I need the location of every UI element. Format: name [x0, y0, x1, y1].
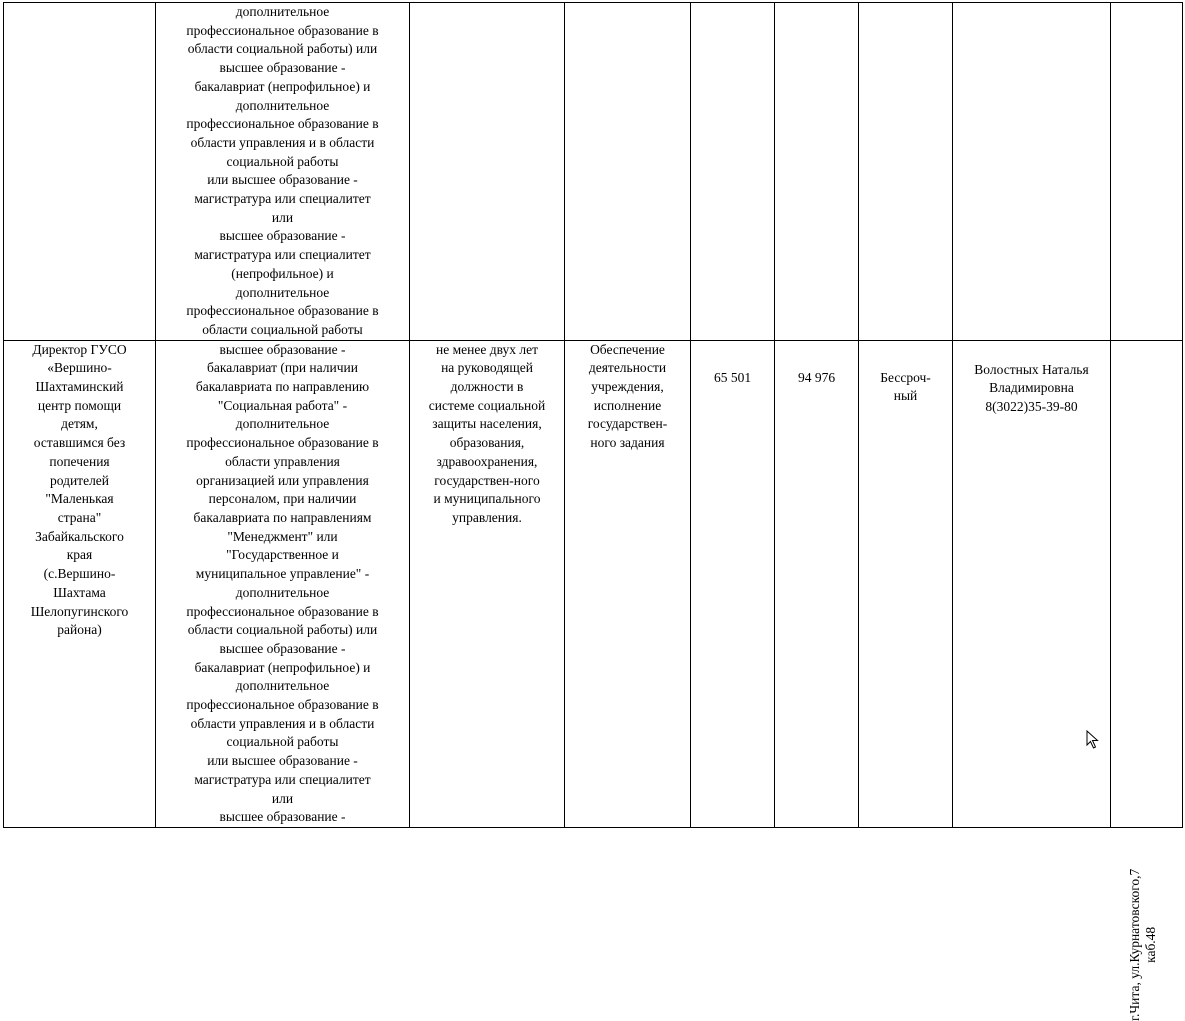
salary-min-cell [691, 3, 775, 341]
text-line: бакалавриата по направлению [195, 379, 370, 395]
text-line: области социальной работы [202, 321, 363, 337]
text-line: профессиональное образование в [186, 116, 379, 132]
text-line: дополнительное [235, 678, 330, 694]
text-line: центр помощи [37, 397, 122, 413]
text-line: высшее образование - [219, 60, 346, 76]
text-line: Владимировна [989, 380, 1074, 396]
text-line: дополнительное [235, 4, 330, 19]
text-line: попечения [49, 453, 110, 469]
text-line: каб.48 [1142, 926, 1158, 963]
text-line: исполнение [593, 397, 662, 413]
text-line: профессиональное образование в [186, 435, 379, 451]
text-line: профессиональное образование в [186, 603, 379, 619]
address-cell [1111, 340, 1183, 1021]
address-text [1127, 868, 1159, 1020]
text-line: дополнительное [235, 284, 330, 300]
text-line: профессиональное образование в [186, 22, 379, 38]
mouse-cursor-icon [1086, 730, 1100, 750]
text-line: (с.Вершино- [43, 566, 116, 582]
experience-cell [410, 3, 565, 341]
text-line: бакалавриат (непрофильное) и [194, 78, 371, 94]
text-line: социальной работы [226, 153, 339, 169]
text-line: магистратура или специалитет [194, 771, 371, 787]
text-line: края [66, 547, 93, 563]
text-line: высшее образование - [219, 809, 346, 825]
text-line: "Государственное и [226, 547, 339, 563]
text-line: Директор ГУСО [32, 341, 127, 357]
text-line: высшее образование - [219, 228, 346, 244]
text-line: образования, [449, 435, 525, 451]
text-line: на руководящей [441, 360, 533, 376]
text-line: должности в [450, 379, 524, 395]
text-line: высшее образование - [219, 341, 346, 357]
text-line: высшее образование - [219, 640, 346, 656]
text-line: области социальной работы) или [187, 41, 378, 57]
text-line: не менее двух лет [436, 341, 538, 357]
text-line: управления. [452, 509, 522, 525]
text-line: оставшимся без [33, 435, 126, 451]
text-line: защиты населения, [432, 416, 542, 432]
text-line: Шелопугинского [30, 603, 129, 619]
text-line: родителей [49, 472, 110, 488]
text-line: «Вершино- [47, 360, 112, 376]
position-cell [4, 3, 156, 341]
text-line: муниципальное управление" - [195, 566, 370, 582]
text-line: профессиональное образование в [186, 697, 379, 713]
position-text [6, 341, 153, 640]
text-line: области управления и в области [190, 715, 375, 731]
text-line: Шахтаминский [35, 379, 124, 395]
text-line: государствен-ного [434, 472, 540, 488]
contact-cell [953, 340, 1111, 827]
text-line: ного задания [590, 435, 665, 451]
text-line: бакалавриат (непрофильное) и [194, 659, 371, 675]
text-line: профессиональное образование в [186, 303, 379, 319]
duties-cell [565, 3, 691, 341]
text-line: области управления [225, 453, 340, 469]
text-line: страна" [57, 509, 102, 525]
text-line: бакалавриата по направлениям [193, 509, 372, 525]
term-cell [859, 340, 953, 827]
salary-max-value: 94 976 [797, 369, 836, 385]
text-line: области управления и в области [190, 134, 375, 150]
text-line: магистратура или специалитет [194, 191, 371, 207]
qualification-text [158, 341, 407, 827]
text-line: дополнительное [235, 584, 330, 600]
text-line: "Маленькая [45, 491, 114, 507]
salary-min-cell [691, 340, 775, 827]
text-line: организацией или управления [196, 472, 369, 488]
address-cell [1111, 3, 1183, 341]
text-line: области социальной работы) или [187, 622, 378, 638]
text-line: детям, [61, 416, 98, 432]
table-row [4, 3, 1183, 341]
document-table [3, 2, 1183, 1021]
qualification-cell [156, 3, 410, 341]
text-line: или [271, 209, 294, 225]
experience-text [412, 341, 562, 528]
contact-cell [953, 3, 1111, 341]
text-line: Забайкальского [35, 528, 124, 544]
text-line: "Менеджмент" или [227, 528, 338, 544]
salary-max-cell [775, 340, 859, 827]
text-line: 8(3022)35-39-80 [985, 399, 1078, 415]
text-line: государствен- [587, 416, 668, 432]
term-text [861, 369, 950, 406]
duties-cell [565, 340, 691, 827]
salary-min-value: 65 501 [713, 369, 752, 385]
qualification-cell [156, 340, 410, 827]
text-line: учреждения, [591, 379, 664, 395]
text-line: социальной работы [226, 734, 339, 750]
text-line: г.Чита, ул.Курнатовского,7 [1126, 868, 1142, 1021]
text-line: системе социальной [428, 397, 546, 413]
contact-text [955, 361, 1108, 417]
text-line: бакалавриат (при наличии [207, 360, 358, 376]
position-cell [4, 340, 156, 827]
text-line: персоналом, при наличии [208, 491, 357, 507]
experience-cell [410, 340, 565, 827]
duties-text [567, 341, 688, 453]
text-line: и муниципального [433, 491, 541, 507]
salary-max-cell [775, 3, 859, 341]
text-line: Обеспечение [590, 341, 665, 357]
text-line: деятельности [588, 360, 667, 376]
text-line: Шахтама [53, 584, 106, 600]
text-line: или высшее образование - [207, 172, 358, 188]
term-cell [859, 3, 953, 341]
text-line: района) [57, 622, 102, 638]
text-line: или высшее образование - [207, 753, 358, 769]
text-line: Волостных Наталья [974, 361, 1089, 377]
qualification-text [158, 3, 407, 340]
text-line: ный [893, 388, 918, 404]
text-line: или [271, 790, 294, 806]
text-line: дополнительное [235, 416, 330, 432]
table-row [4, 340, 1183, 827]
text-line: здравоохранения, [436, 453, 538, 469]
text-line: "Социальная работа" - [217, 397, 348, 413]
text-line: магистратура или специалитет [194, 247, 371, 263]
text-line: дополнительное [235, 97, 330, 113]
text-line: (непрофильное) и [231, 265, 334, 281]
text-line: Бессроч- [880, 369, 931, 385]
